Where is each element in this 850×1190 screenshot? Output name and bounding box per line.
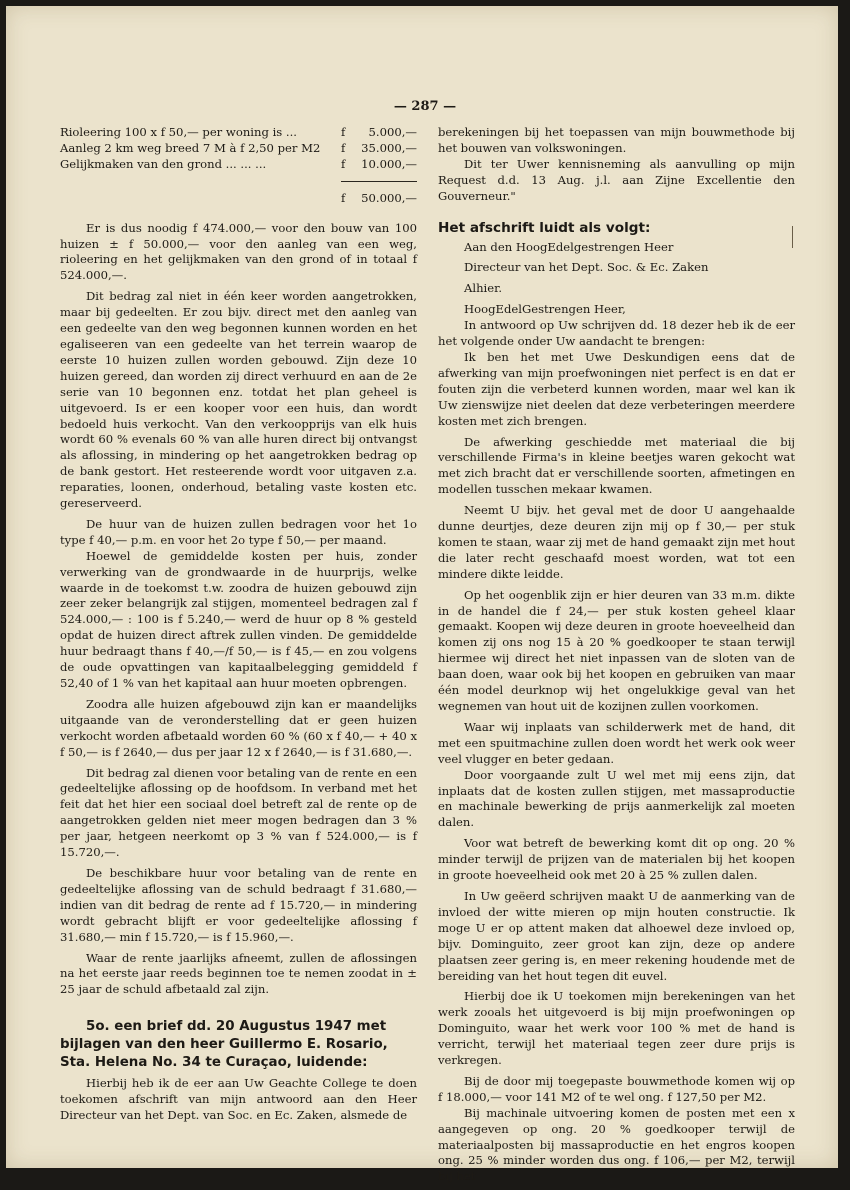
cost-amount: 5.000,— [368,125,417,139]
paragraph: Voor wat betreft de bewerking komt dit op ong. 20 % minder terwijl de prijzen van de materialen bij het koopen in groote hoeveelheid ook met 20 à 25 % zullen dalen. [438,836,795,883]
copy-heading: Het afschrift luidt als volgt: [438,219,651,236]
paragraph: berekeningen bij het toepassen van mijn bouwmethode bij het bouwen van volkswoningen. [438,125,795,155]
cost-total-currency: f [341,190,346,205]
paragraph: De huur van de huizen zullen bedragen voor het 1o type f 40,— p.m. en voor het 2o type f 50,— per maand. [60,516,417,547]
paragraph: Op het oogenblik zijn er hier deuren van 33 m.m. dikte in de handel die f 24,— per stuk kosten geheel klaar gemaakt. Koopen wij deze deuren in groote hoeveelheid dan komen zij ons nog 15 à 20 % goedkooper te staan terwijl hiermee wij direct het niet inpassen van de sloten van de baan doen, waar ook bij het koopen en gebruiken van maar één model deurknop wij het ongelukkige geval van het wegnemen van hout uit de kozijnen zullen voorkomen. [438,587,795,713]
paragraph: Ik ben het met Uwe Deskundigen eens dat de afwerking van mijn proefwoningen niet perfect is en dat er fouten zijn die verbeterd kunnen worden, maar wel kan ik Uw zienswijze niet deelen dat deze verbeteringen meerdere kosten met zich brengen. [438,349,795,428]
cost-total-row [60,181,417,206]
cost-currency: f [341,140,346,155]
address-line: Directeur van het Dept. Soc. & Ec. Zaken [464,260,709,275]
paragraph: Waar wij inplaats van schilderwerk met de hand, dit met een spuitmachine zullen doen wordt het werk ook weer veel vlugger en beter gedaan. [438,719,795,766]
paragraph: Hierbij heb ik de eer aan Uw Geachte College te doen toekomen afschrift van mijn antwoord aan den Heer Directeur van het Dept. van Soc. en Ec. Zaken, alsmede de [60,1076,417,1123]
address-line: Alhier. [464,281,503,296]
paragraph: Dit bedrag zal dienen voor betaling van de rente en een gedeeltelijke aflossing op de hoofdsom. In verband met het feit dat het hier een sociaal doel betreft zal de rente op de aangetrokken gelden niet meer mogen bedragen dan 3 % per jaar, hetgeen neerkomt op 3 % van f 524.000,— is f 15.720,—. [60,765,417,860]
cost-item: Rioleering 100 x f 50,— per woning is ... [60,125,297,139]
paragraph: Bij machinale uitvoering komen de posten met een x aangegeven op ong. 20 % goedkooper terwijl de materiaalposten bij massaproductie en het engros koopen ong. 25 % minder worden dus ong. f 106,— per M2, terwijl bij het [438,1105,795,1184]
left-column [60,125,417,1129]
right-column [438,125,795,1190]
paragraph: Zoodra alle huizen afgebouwd zijn kan er maandelijks uitgaande van de veronderstelling dat er geen huizen verkocht worden afbetaald worden 60 % (60 x f 40,— + 40 x f 50,— is f 2640,— dus per jaar 12 x f 2640,— is f 31.680,—. [60,696,417,759]
paragraph: Hoewel de gemiddelde kosten per huis, zonder verwerking van de grondwaarde in de huurprijs, welke waarde in de toekomst t.w. zoodra de huizen gebouwd zijn zeer zeker belangrijk zal stijgen, momenteel bedragen zal f 524.000,— : 100 is f 5.240,— werd de huur op 8 % gesteld opdat de huizen direct aftrek zullen vinden. De gemiddelde huur bedraagt thans f 40,—/f 50,— is f 45,— en zou volgens de oude opvattingen van kapitaalbelegging gemiddeld f 52,40 of 1 % van het kapitaal aan huur moeten opbrengen. [60,548,417,690]
salutation: HoogEdelGestrengen Heer, [464,302,626,317]
cost-row [60,157,417,173]
paragraph: Dit ter Uwer kennisneming als aanvulling op mijn Request d.d. 13 Aug. j.l. aan Zijne Excellentie den Gouverneur." [438,156,795,203]
address-line: Aan den HoogEdelgestrengen Heer [464,239,674,254]
paragraph: Dit bedrag zal niet in één keer worden aangetrokken, maar bij gedeelten. Er zou bijv. direct met den aanleg van een gedeelte van den weg begonnen kunnen worden en het egaliseeren van een gedeelte van het terrein waarop de eerste 10 huizen zullen worden gebouwd. Zijn deze 10 huizen gereed, dan worden zij direct verhuurd en aan de 2e serie van 10 begonnen enz. totdat het plan geheel is uitgevoerd. Is er een kooper voor een huis, dan wordt bedoeld huis verkocht. Van den verkoopprijs van elk huis wordt 60 % evenals 60 % van alle huren direct bij ontvangst als aflossing, in mindering op het aangetrokken bedrag op de bank gestort. Het resteerende wordt voor uitgaven z.a. reparaties, loonen, onderhoud, betaling vaste kosten etc. gereserveerd. [60,289,417,511]
cost-currency: f [341,125,346,139]
page-number: — 287 — [393,99,457,114]
cost-total-amount: 50.000,— [361,190,417,205]
paragraph: Door voorgaande zult U wel met mij eens zijn, dat inplaats dat de kosten zullen stijgen, met massaproductie en machinale bewerking de prijs aanmerkelijk zal moeten dalen. [438,767,795,830]
paragraph: In Uw geëerd schrijven maakt U de aanmerking van de invloed der witte mieren op mijn houten constructie. Ik moge U er op attent maken dat alhoewel deze invloed op, bijv. Dominguito, zeer groot kan zijn, deze op andere plaatsen zeer gering is, en meer rekening houdende met de bereiding van het hout tegen dit euvel. [438,888,795,983]
section-heading: 5o. een brief dd. 20 Augustus 1947 met bijlagen van den heer Guillermo E. Rosario, Sta. Helena No. 34 te Curaçao, luidende: [60,1019,388,1071]
cost-currency: f [341,156,346,171]
paragraph: Er is dus noodig f 474.000,— voor den bouw van 100 huizen ± f 50.000,— voor den aanleg van een weg, rioleering en het gelijkmaken van den grond of in totaal f 524.000,—. [60,220,417,283]
cost-item: Aanleg 2 km weg breed 7 M à f 2,50 per M2 [60,140,321,155]
cost-table [60,125,417,207]
total-rule [60,173,417,182]
paragraph: Hierbij doe ik U toekomen mijn berekeningen van het werk zooals het uitgevoerd is bij mijn proefwoningen op Dominguito, waar het werk voor 100 % met de hand is verricht, terwijl het materiaal tegen zeer dure prijs is verkregen. [438,989,795,1068]
cost-amount: 10.000,— [361,156,417,171]
paragraph: Bij de door mij toegepaste bouwmethode komen wij op f 18.000,— voor 141 M2 of te wel ong. f 127,50 per M2. [438,1073,795,1104]
cost-amount: 35.000,— [361,140,417,155]
paragraph: In antwoord op Uw schrijven dd. 18 dezer heb ik de eer het volgende onder Uw aandacht te brengen: [438,318,795,349]
cost-row [60,141,417,157]
paragraph: De beschikbare huur voor betaling van de rente en gedeeltelijke aflossing van de schuld bedraagt f 31.680,— indien van dit bedrag de rente ad f 15.720,— in mindering wordt gebracht blijft er voor gedeeltelijke aflossing f 31.680,— min f 15.720,— is f 15.960,—. [60,865,417,944]
paragraph: Neemt U bijv. het geval met de door U aangehaalde dunne deurtjes, deze deuren zijn mij op f 30,— per stuk komen te staan, waar zij met de hand gemaakt zijn met hout die later recht geschaafd moest worden, wat tot een mindere dikte leidde. [438,503,795,581]
cost-item: Gelijkmaken van den grond ... ... ... [60,156,267,171]
paragraph: De afwerking geschiedde met materiaal die bij verschillende Firma's in kleine beetjes waren gekocht wat met zich bracht dat er verschillende soorten, afmetingen en modellen tusschen mekaar kwamen. [438,434,795,497]
cost-row [60,125,417,141]
paragraph: Waar de rente jaarlijks afneemt, zullen de aflossingen na het eerste jaar reeds beginnen toe te nemen zoodat in ± 25 jaar de schuld afbetaald zal zijn. [60,950,417,997]
